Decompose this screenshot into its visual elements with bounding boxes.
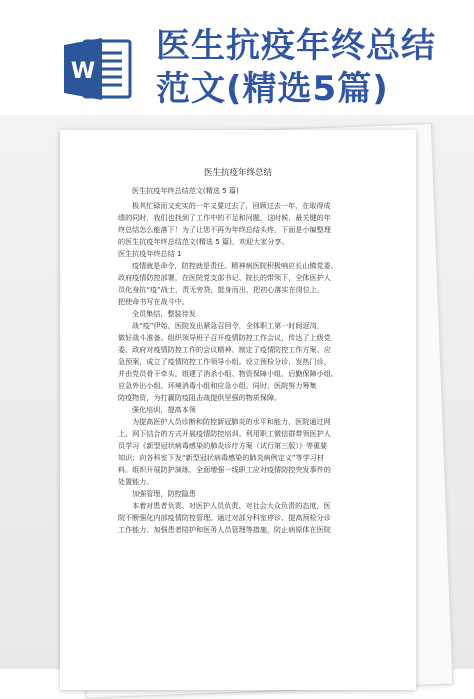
body-line: 处置能力。 <box>118 477 154 486</box>
body-line: 本着对患者负责、对医护人员负责、对社会大众负责的态度，医 <box>132 501 331 510</box>
body-line: 极其忙碌而又充实的一年又要过去了，回顾过去一年，在取得成 <box>132 201 331 210</box>
word-icon <box>62 33 134 105</box>
body-line: 绩的同时，我们也找到了工作中的不足和问题，这时候，最关键的年 <box>118 213 331 222</box>
page-header <box>0 0 474 115</box>
body-line: 战“疫”伊始，医院发出紧急召回令，全体职工第一时间返岗， <box>132 321 324 330</box>
document-subtitle: 医生抗疫年终总结范文(精选 5 篇) <box>132 186 239 195</box>
title-line-2: 范文(精选5篇) <box>156 69 389 109</box>
body-line: 做好战斗准备。组织领导班子召开疫情防控工作会议，传达了上级党 <box>118 333 331 342</box>
subsection-heading: 加强管理，防控隐患 <box>132 489 196 498</box>
body-line: 急预案，成立了疫情防控工作领导小组。设立预检分诊，发热门诊， <box>118 357 331 366</box>
body-line: 上、网下结合的方式开展疫情防控培训。利用职工微信群带领医护人 <box>118 429 331 438</box>
body-line: 终总结怎么能落下！为了让您不再为年终总结头疼，下面是小编整理 <box>118 225 331 234</box>
body-line: 把使命书写在战斗中。 <box>118 297 189 306</box>
section-heading: 医生抗疫年终总结 1 <box>118 249 182 258</box>
subsection-heading: 全员集结，整装待发 <box>132 309 196 318</box>
body-line: 疫情就是命令，防控就是责任。精神病医院积极响应长山镇党委、 <box>132 261 338 270</box>
body-line: 知识；向各科室下发“新型冠状病毒感染的肺炎病例定义”等学习材 <box>118 453 324 462</box>
document-body <box>118 185 360 536</box>
body-line: 应急外出小组、环境消毒小组和应急小组。同时，医院努力筹集 <box>118 381 317 390</box>
body-line: 料。组织开展防护演练，全面增强一线职工应对疫情防控突发事件的 <box>118 465 331 474</box>
title-line-1: 医生抗疫年终总结 <box>156 26 436 66</box>
body-line: 院不断强化内部疫情防控管理。通过对部分科室停诊、提高预检分诊 <box>118 513 331 522</box>
svg-text:W: W <box>70 59 96 84</box>
body-line: 员学习《新型冠状病毒感染的肺炎诊疗方案（试行第三版）》等重要 <box>118 441 328 450</box>
body-line: 并由党员骨干牵头，组建了消杀小组、物资保障小组、后勤保障小组、 <box>118 369 338 378</box>
page-title <box>156 25 466 111</box>
body-line: 工作能力、加强患者陪护和医务人员管理等措施，防止病原体在医院 <box>118 525 331 534</box>
document-page[interactable] <box>60 130 416 690</box>
body-line: 政府疫情防控部署，在医院党支部书记、院长的带领下，全体医护人 <box>118 273 331 282</box>
body-line: 的医生抗疫年终总结范文(精选 5 篇)，欢迎大家分享。 <box>118 237 289 246</box>
subsection-heading: 强化培训，提高本领 <box>132 405 196 414</box>
body-line: 为提高医护人员诊断和防控新冠肺炎的水平和能力，医院通过网 <box>132 417 331 426</box>
body-line: 委、政府对疫情防控工作的会议精神。制定了疫情防控工作方案、应 <box>118 345 331 354</box>
body-line: 防疫物资，为打赢防疫阻击战提供坚强的物质保障。 <box>118 393 282 402</box>
body-line: 员化身抗“疫”战士，责无旁贷，挺身而出，把初心落实在岗位上， <box>118 285 324 294</box>
document-title: 医生抗疫年终总结 <box>203 168 272 178</box>
